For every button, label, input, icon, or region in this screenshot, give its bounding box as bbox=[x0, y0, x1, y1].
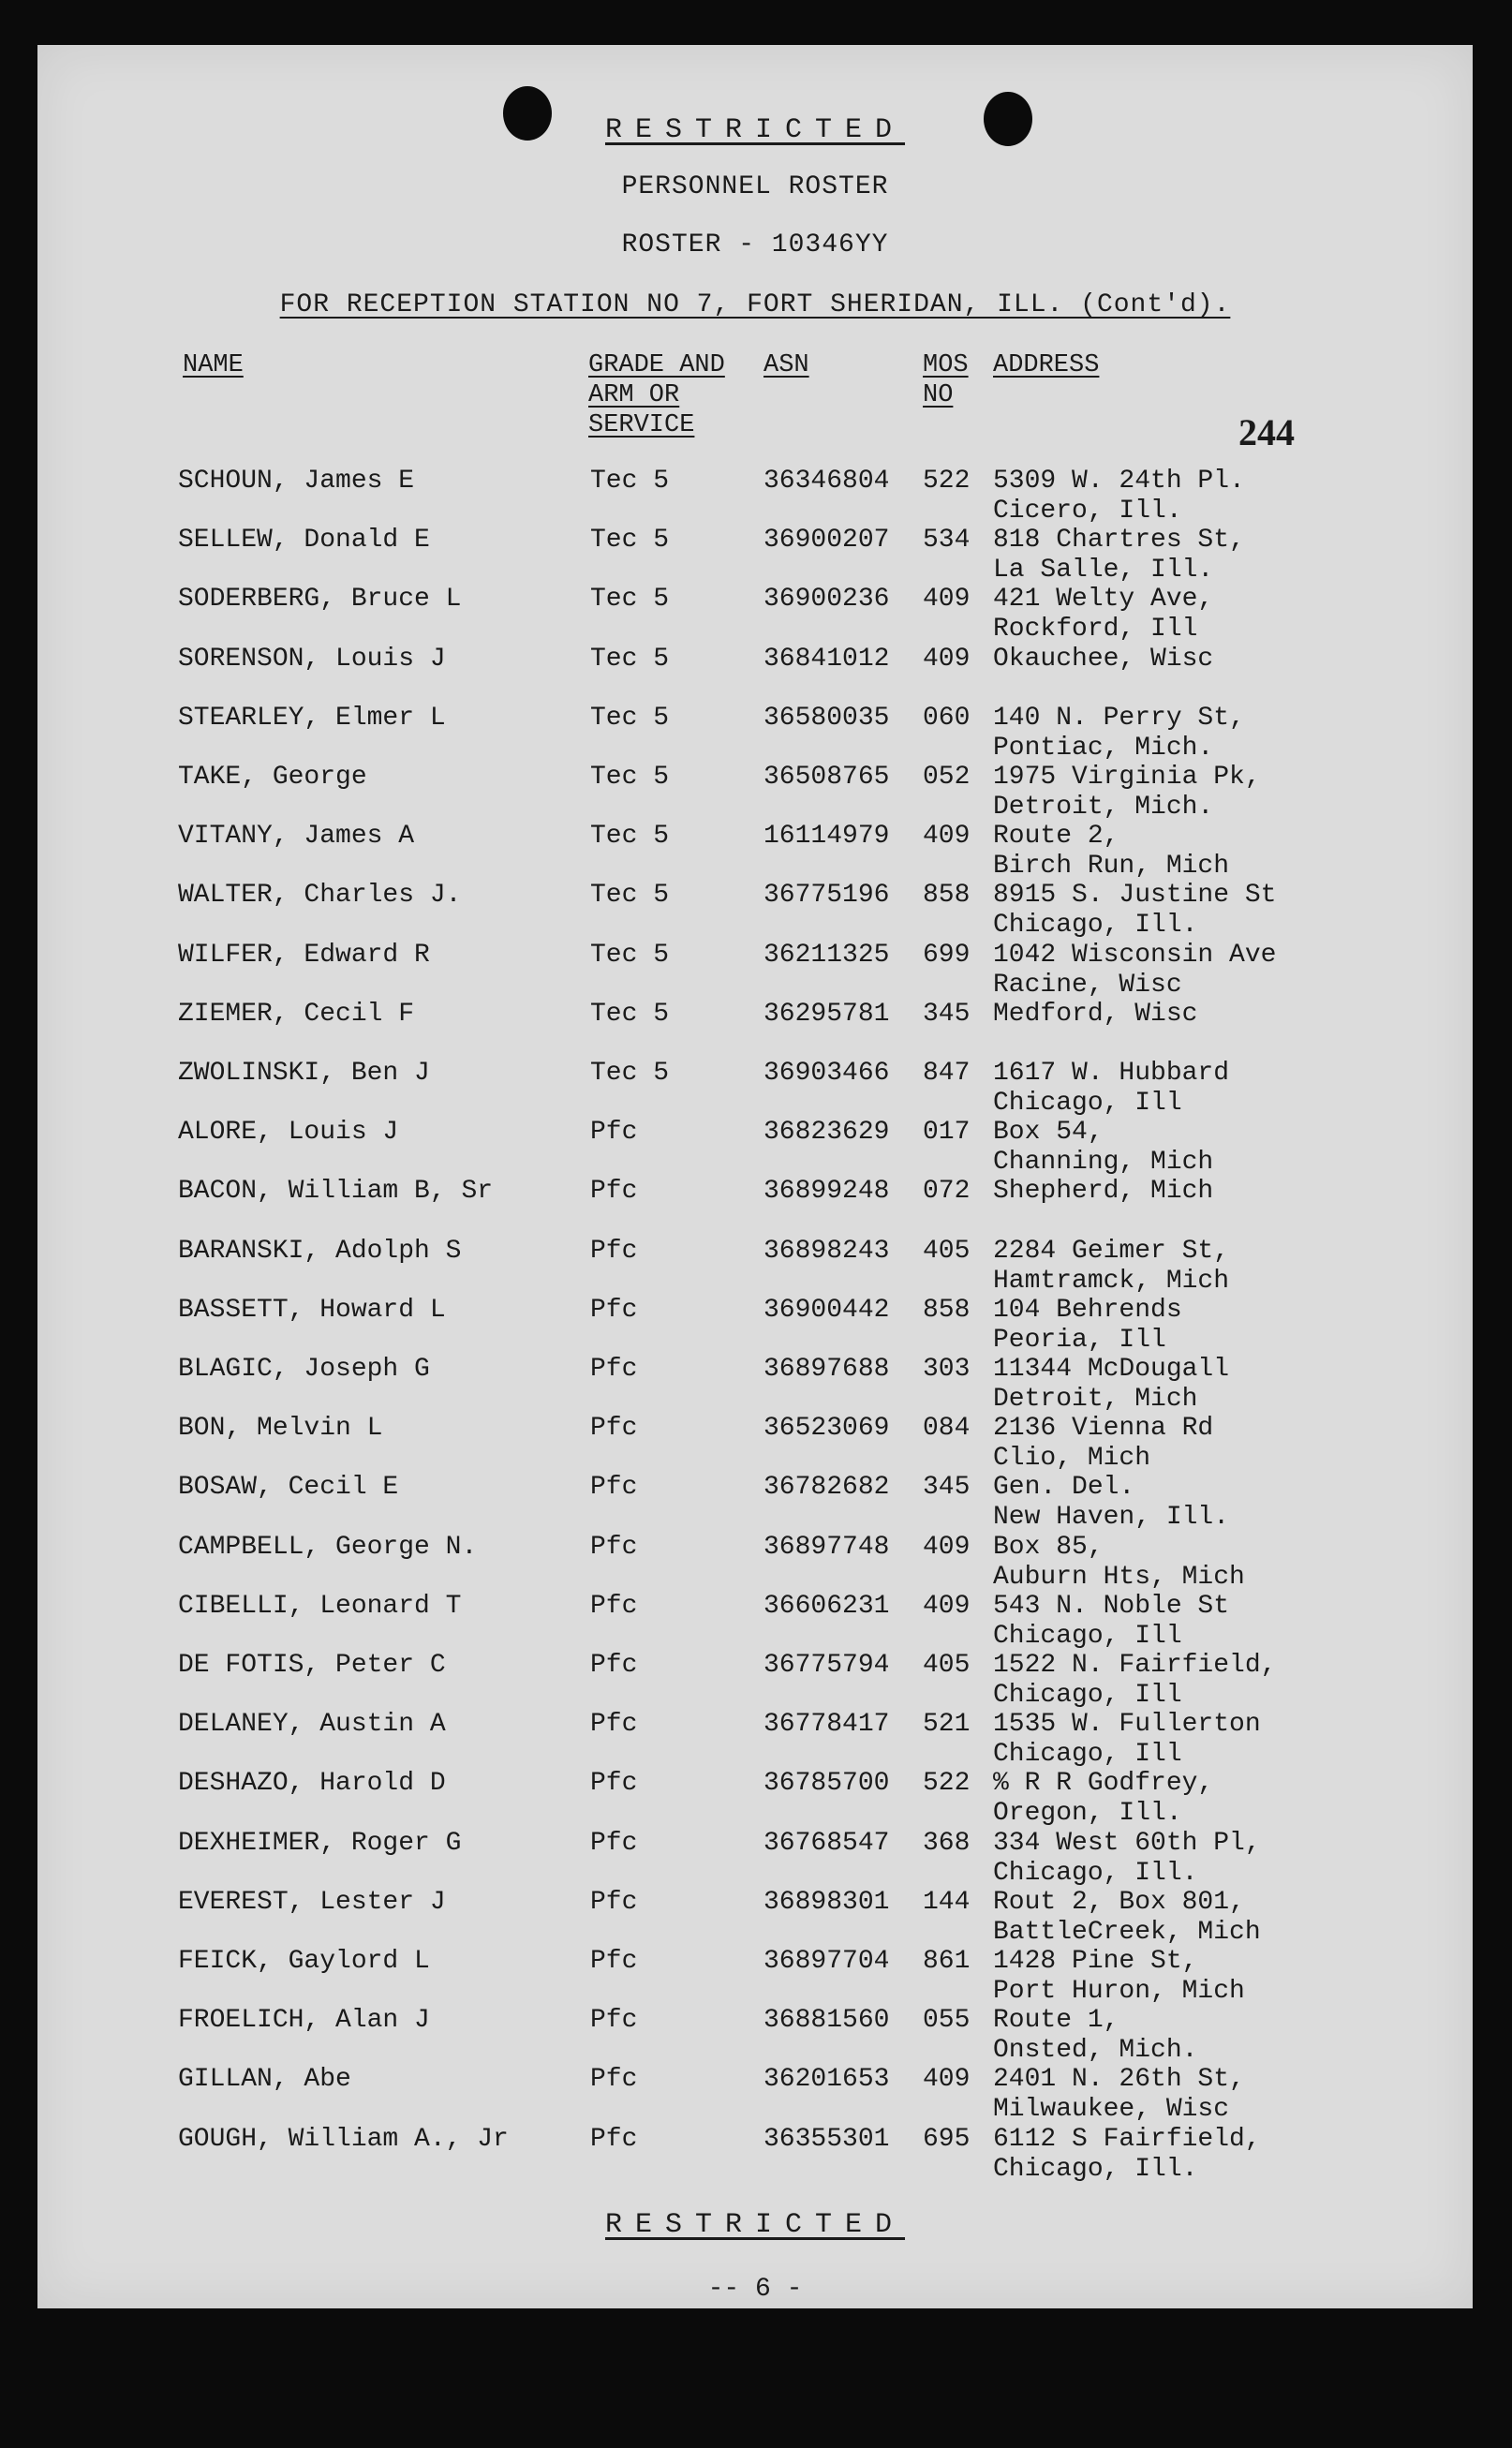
table-row bbox=[37, 645, 1473, 705]
soldier-name: SODERBERG, Bruce L bbox=[178, 585, 462, 615]
table-row bbox=[37, 1177, 1473, 1237]
table-row bbox=[37, 1651, 1473, 1711]
soldier-name: DEXHEIMER, Roger G bbox=[178, 1828, 462, 1858]
mos-number: 060 bbox=[923, 703, 971, 733]
army-serial-number: 36201653 bbox=[763, 2065, 890, 2095]
column-header-grade: GRADE AND ARM OR SERVICE bbox=[588, 351, 725, 439]
grade: Tec 5 bbox=[590, 644, 670, 674]
restricted-header: RESTRICTED bbox=[604, 114, 906, 146]
address-line-2: Detroit, Mich bbox=[993, 1385, 1198, 1414]
mos-number: 303 bbox=[923, 1355, 971, 1384]
roster-title: PERSONNEL ROSTER bbox=[621, 172, 889, 201]
army-serial-number: 36355301 bbox=[763, 2124, 890, 2154]
table-row bbox=[37, 1947, 1473, 2007]
table-row bbox=[37, 1414, 1473, 1474]
soldier-name: BOSAW, Cecil E bbox=[178, 1473, 399, 1503]
column-header-asn: ASN bbox=[763, 351, 809, 379]
soldier-name: DESHAZO, Harold D bbox=[178, 1769, 446, 1799]
mos-number: 017 bbox=[923, 1118, 971, 1148]
table-row bbox=[37, 704, 1473, 764]
column-header-address: ADDRESS bbox=[993, 351, 1100, 379]
mos-number: 368 bbox=[923, 1828, 971, 1858]
address-line-2: Port Huron, Mich bbox=[993, 1977, 1245, 2006]
army-serial-number: 36768547 bbox=[763, 1828, 890, 1858]
grade: Pfc bbox=[590, 1887, 638, 1917]
grade: Pfc bbox=[590, 1473, 638, 1503]
roster-number: ROSTER - 10346YY bbox=[621, 230, 889, 260]
army-serial-number: 36782682 bbox=[763, 1473, 890, 1503]
grade: Pfc bbox=[590, 2006, 638, 2036]
army-serial-number: 36898243 bbox=[763, 1236, 890, 1266]
table-row bbox=[37, 1888, 1473, 1948]
army-serial-number: 36295781 bbox=[763, 999, 890, 1029]
soldier-name: VITANY, James A bbox=[178, 822, 415, 852]
grade: Pfc bbox=[590, 1651, 638, 1680]
mos-number: 405 bbox=[923, 1651, 971, 1680]
address-line-1: 421 Welty Ave, bbox=[993, 585, 1214, 615]
address-line-2: Chicago, Ill bbox=[993, 1089, 1182, 1118]
grade: Tec 5 bbox=[590, 940, 670, 970]
address-line-1: % R R Godfrey, bbox=[993, 1769, 1214, 1799]
grade: Tec 5 bbox=[590, 526, 670, 556]
grade: Pfc bbox=[590, 1532, 638, 1562]
mos-number: 861 bbox=[923, 1947, 971, 1976]
army-serial-number: 36606231 bbox=[763, 1591, 890, 1621]
page-footer-number: -- 6 - bbox=[707, 2275, 803, 2304]
table-row bbox=[37, 1473, 1473, 1533]
soldier-name: BASSETT, Howard L bbox=[178, 1295, 446, 1325]
address-line-1: 6112 S Fairfield, bbox=[993, 2124, 1261, 2154]
soldier-name: DELANEY, Austin A bbox=[178, 1710, 446, 1740]
soldier-name: SELLEW, Donald E bbox=[178, 526, 430, 556]
table-row bbox=[37, 941, 1473, 1001]
address-line-1: 2284 Geimer St, bbox=[993, 1236, 1230, 1266]
table-row bbox=[37, 1355, 1473, 1415]
mos-number: 409 bbox=[923, 2065, 971, 2095]
army-serial-number: 36897688 bbox=[763, 1355, 890, 1384]
soldier-name: CIBELLI, Leonard T bbox=[178, 1591, 462, 1621]
address-line-1: 1042 Wisconsin Ave bbox=[993, 940, 1277, 970]
table-row bbox=[37, 881, 1473, 941]
address-line-1: 11344 McDougall bbox=[993, 1355, 1230, 1384]
address-line-1: 1975 Virginia Pk, bbox=[993, 763, 1261, 792]
mos-number: 695 bbox=[923, 2124, 971, 2154]
army-serial-number: 36898301 bbox=[763, 1887, 890, 1917]
grade: Pfc bbox=[590, 1355, 638, 1384]
address-line-2: Detroit, Mich. bbox=[993, 793, 1214, 822]
soldier-name: BLAGIC, Joseph G bbox=[178, 1355, 430, 1384]
table-row bbox=[37, 1237, 1473, 1297]
mos-number: 858 bbox=[923, 1295, 971, 1325]
mos-number: 847 bbox=[923, 1059, 971, 1088]
grade: Pfc bbox=[590, 1177, 638, 1207]
mos-number: 144 bbox=[923, 1887, 971, 1917]
soldier-name: STEARLEY, Elmer L bbox=[178, 703, 446, 733]
grade: Pfc bbox=[590, 1769, 638, 1799]
mos-number: 055 bbox=[923, 2006, 971, 2036]
address-line-1: 2401 N. 26th St, bbox=[993, 2065, 1245, 2095]
address-line-1: 5309 W. 24th Pl. bbox=[993, 467, 1245, 496]
address-line-2: Clio, Mich bbox=[993, 1444, 1151, 1474]
grade: Pfc bbox=[590, 1591, 638, 1621]
army-serial-number: 36841012 bbox=[763, 644, 890, 674]
table-row bbox=[37, 1296, 1473, 1356]
roster-page bbox=[37, 45, 1473, 2308]
grade: Pfc bbox=[590, 2065, 638, 2095]
table-row bbox=[37, 1829, 1473, 1889]
army-serial-number: 36881560 bbox=[763, 2006, 890, 2036]
grade: Pfc bbox=[590, 2124, 638, 2154]
address-line-2: La Salle, Ill. bbox=[993, 556, 1214, 586]
address-line-1: 140 N. Perry St, bbox=[993, 703, 1245, 733]
address-line-1: Gen. Del. bbox=[993, 1473, 1135, 1503]
roster-subtitle: FOR RECEPTION STATION NO 7, FORT SHERIDAN, ILL. (Cont'd). bbox=[279, 290, 1231, 319]
mos-number: 522 bbox=[923, 467, 971, 496]
address-line-2: Birch Run, Mich bbox=[993, 852, 1230, 882]
army-serial-number: 36903466 bbox=[763, 1059, 890, 1088]
table-row bbox=[37, 467, 1473, 527]
army-serial-number: 36897704 bbox=[763, 1947, 890, 1976]
address-line-2: Onsted, Mich. bbox=[993, 2036, 1198, 2066]
address-line-2: Cicero, Ill. bbox=[993, 497, 1182, 526]
grade: Pfc bbox=[590, 1414, 638, 1444]
table-row bbox=[37, 2125, 1473, 2185]
mos-number: 052 bbox=[923, 763, 971, 792]
army-serial-number: 36211325 bbox=[763, 940, 890, 970]
address-line-2: Auburn Hts, Mich bbox=[993, 1562, 1245, 1592]
column-header-mos: MOS NO bbox=[923, 351, 969, 409]
table-row bbox=[37, 1059, 1473, 1119]
table-row bbox=[37, 2006, 1473, 2066]
mos-number: 084 bbox=[923, 1414, 971, 1444]
army-serial-number: 36897748 bbox=[763, 1532, 890, 1562]
address-line-2: Racine, Wisc bbox=[993, 970, 1182, 1000]
address-line-2: Hamtramck, Mich bbox=[993, 1266, 1230, 1296]
stamped-page-number: 244 bbox=[1238, 411, 1295, 453]
grade: Tec 5 bbox=[590, 822, 670, 852]
address-line-2: Channing, Mich bbox=[993, 1148, 1214, 1178]
army-serial-number: 36346804 bbox=[763, 467, 890, 496]
table-row bbox=[37, 1769, 1473, 1829]
address-line-1: 334 West 60th Pl, bbox=[993, 1828, 1261, 1858]
address-line-2: Milwaukee, Wisc bbox=[993, 2095, 1230, 2125]
army-serial-number: 36900207 bbox=[763, 526, 890, 556]
address-line-1: Medford, Wisc bbox=[993, 999, 1198, 1029]
grade: Pfc bbox=[590, 1236, 638, 1266]
address-line-1: Okauchee, Wisc bbox=[993, 644, 1214, 674]
grade: Pfc bbox=[590, 1947, 638, 1976]
address-line-2: New Haven, Ill. bbox=[993, 1503, 1230, 1533]
soldier-name: DE FOTIS, Peter C bbox=[178, 1651, 446, 1680]
army-serial-number: 36775196 bbox=[763, 881, 890, 911]
mos-number: 409 bbox=[923, 585, 971, 615]
soldier-name: SCHOUN, James E bbox=[178, 467, 415, 496]
address-line-1: 1428 Pine St, bbox=[993, 1947, 1198, 1976]
address-line-1: 1617 W. Hubbard bbox=[993, 1059, 1230, 1088]
army-serial-number: 36785700 bbox=[763, 1769, 890, 1799]
mos-number: 858 bbox=[923, 881, 971, 911]
column-header-name: NAME bbox=[183, 351, 244, 379]
grade: Pfc bbox=[590, 1295, 638, 1325]
address-line-1: 818 Chartres St, bbox=[993, 526, 1245, 556]
army-serial-number: 36508765 bbox=[763, 763, 890, 792]
grade: Pfc bbox=[590, 1828, 638, 1858]
table-row bbox=[37, 1533, 1473, 1593]
address-line-2: Chicago, Ill bbox=[993, 1681, 1182, 1710]
army-serial-number: 36900236 bbox=[763, 585, 890, 615]
address-line-2: Chicago, Ill bbox=[993, 1740, 1182, 1770]
table-row bbox=[37, 2065, 1473, 2125]
army-serial-number: 36899248 bbox=[763, 1177, 890, 1207]
mos-number: 345 bbox=[923, 1473, 971, 1503]
address-line-1: 1535 W. Fullerton bbox=[993, 1710, 1261, 1740]
grade: Tec 5 bbox=[590, 763, 670, 792]
army-serial-number: 36523069 bbox=[763, 1414, 890, 1444]
address-line-1: 104 Behrends bbox=[993, 1295, 1182, 1325]
soldier-name: FEICK, Gaylord L bbox=[178, 1947, 430, 1976]
grade: Tec 5 bbox=[590, 703, 670, 733]
table-row bbox=[37, 526, 1473, 586]
address-line-2: Chicago, Ill. bbox=[993, 1858, 1198, 1888]
address-line-2: Oregon, Ill. bbox=[993, 1799, 1182, 1829]
address-line-2: Rockford, Ill bbox=[993, 615, 1198, 645]
table-row bbox=[37, 1710, 1473, 1770]
address-line-1: Route 1, bbox=[993, 2006, 1119, 2036]
army-serial-number: 36580035 bbox=[763, 703, 890, 733]
soldier-name: GOUGH, William A., Jr bbox=[178, 2124, 509, 2154]
table-row bbox=[37, 585, 1473, 645]
army-serial-number: 36823629 bbox=[763, 1118, 890, 1148]
soldier-name: SORENSON, Louis J bbox=[178, 644, 446, 674]
soldier-name: WILFER, Edward R bbox=[178, 940, 430, 970]
grade: Tec 5 bbox=[590, 467, 670, 496]
soldier-name: CAMPBELL, George N. bbox=[178, 1532, 478, 1562]
table-row bbox=[37, 1000, 1473, 1060]
soldier-name: WALTER, Charles J. bbox=[178, 881, 462, 911]
address-line-1: 8915 S. Justine St bbox=[993, 881, 1277, 911]
address-line-2: BattleCreek, Mich bbox=[993, 1917, 1261, 1947]
address-line-1: Box 85, bbox=[993, 1532, 1104, 1562]
table-row bbox=[37, 1592, 1473, 1652]
mos-number: 345 bbox=[923, 999, 971, 1029]
mos-number: 409 bbox=[923, 1591, 971, 1621]
address-line-1: Route 2, bbox=[993, 822, 1119, 852]
mos-number: 534 bbox=[923, 526, 971, 556]
soldier-name: TAKE, George bbox=[178, 763, 367, 792]
soldier-name: BON, Melvin L bbox=[178, 1414, 383, 1444]
address-line-2: Chicago, Ill bbox=[993, 1621, 1182, 1651]
soldier-name: FROELICH, Alan J bbox=[178, 2006, 430, 2036]
mos-number: 521 bbox=[923, 1710, 971, 1740]
army-serial-number: 16114979 bbox=[763, 822, 890, 852]
grade: Pfc bbox=[590, 1118, 638, 1148]
soldier-name: EVEREST, Lester J bbox=[178, 1887, 446, 1917]
table-row bbox=[37, 763, 1473, 823]
soldier-name: ALORE, Louis J bbox=[178, 1118, 399, 1148]
table-row bbox=[37, 822, 1473, 882]
soldier-name: GILLAN, Abe bbox=[178, 2065, 351, 2095]
army-serial-number: 36775794 bbox=[763, 1651, 890, 1680]
grade: Pfc bbox=[590, 1710, 638, 1740]
grade: Tec 5 bbox=[590, 1059, 670, 1088]
address-line-1: Rout 2, Box 801, bbox=[993, 1887, 1245, 1917]
soldier-name: ZWOLINSKI, Ben J bbox=[178, 1059, 430, 1088]
mos-number: 072 bbox=[923, 1177, 971, 1207]
address-line-2: Chicago, Ill. bbox=[993, 2154, 1198, 2184]
address-line-2: Chicago, Ill. bbox=[993, 911, 1198, 941]
address-line-2: Peoria, Ill bbox=[993, 1325, 1166, 1355]
address-line-1: 543 N. Noble St bbox=[993, 1591, 1230, 1621]
restricted-footer: RESTRICTED bbox=[604, 2209, 906, 2241]
address-line-1: Shepherd, Mich bbox=[993, 1177, 1214, 1207]
address-line-2: Pontiac, Mich. bbox=[993, 733, 1214, 763]
address-line-1: Box 54, bbox=[993, 1118, 1104, 1148]
army-serial-number: 36900442 bbox=[763, 1295, 890, 1325]
army-serial-number: 36778417 bbox=[763, 1710, 890, 1740]
address-line-1: 1522 N. Fairfield, bbox=[993, 1651, 1277, 1680]
mos-number: 409 bbox=[923, 822, 971, 852]
mos-number: 409 bbox=[923, 1532, 971, 1562]
soldier-name: ZIEMER, Cecil F bbox=[178, 999, 415, 1029]
table-row bbox=[37, 1118, 1473, 1178]
mos-number: 699 bbox=[923, 940, 971, 970]
grade: Tec 5 bbox=[590, 999, 670, 1029]
mos-number: 409 bbox=[923, 644, 971, 674]
address-line-1: 2136 Vienna Rd bbox=[993, 1414, 1214, 1444]
mos-number: 522 bbox=[923, 1769, 971, 1799]
soldier-name: BARANSKI, Adolph S bbox=[178, 1236, 462, 1266]
mos-number: 405 bbox=[923, 1236, 971, 1266]
grade: Tec 5 bbox=[590, 585, 670, 615]
grade: Tec 5 bbox=[590, 881, 670, 911]
soldier-name: BACON, William B, Sr bbox=[178, 1177, 494, 1207]
